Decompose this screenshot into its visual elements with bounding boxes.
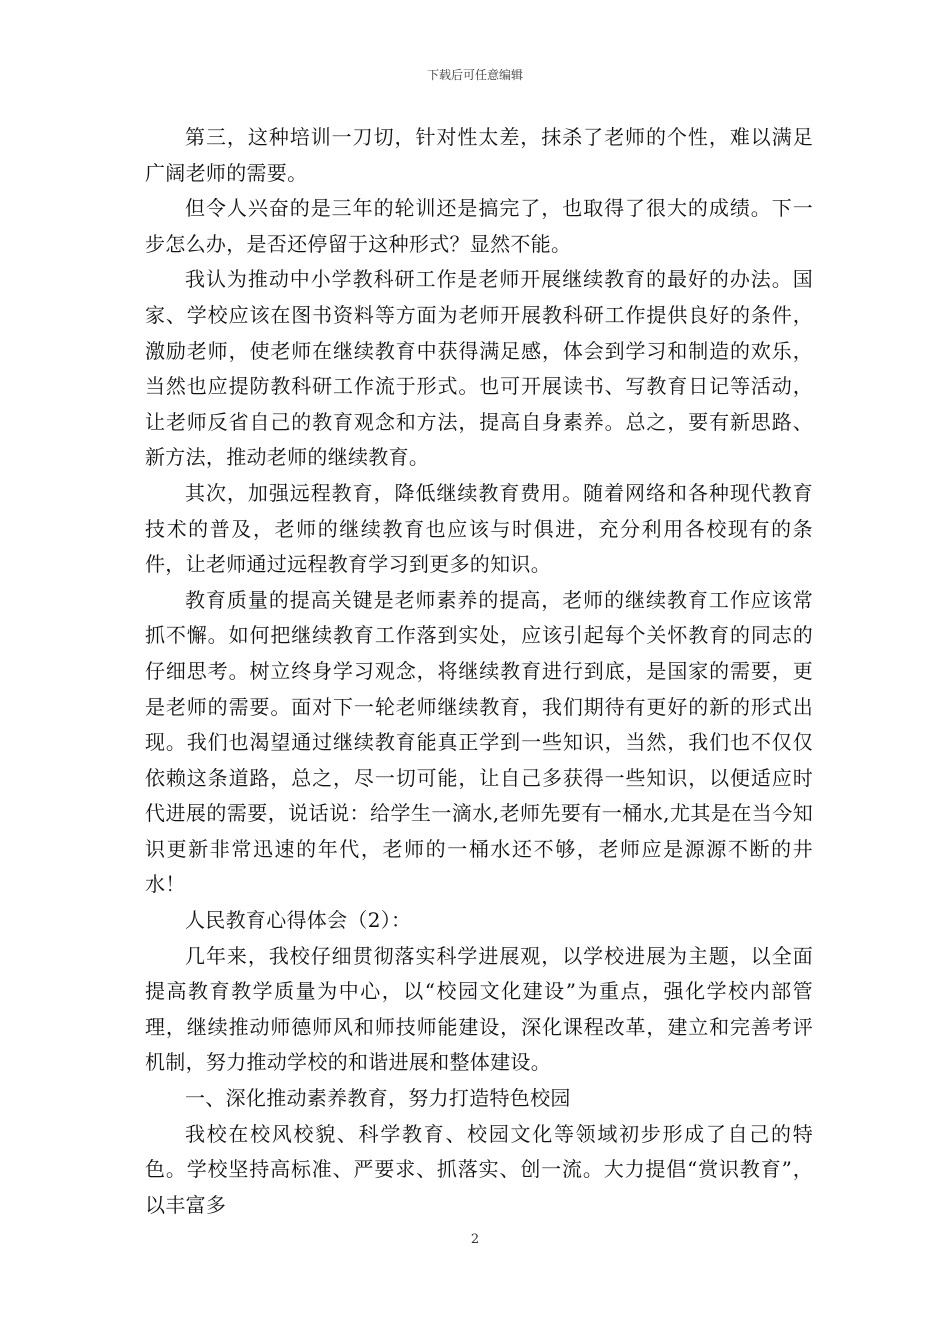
section-heading: 人民教育心得体会（2）： bbox=[185, 908, 412, 933]
document-body bbox=[145, 120, 813, 1223]
paragraph: 但令人兴奋的是三年的轮训还是搞完了，也取得了很大的成绩。下一步怎么办，是否还停留于这种形式？显然不能。 bbox=[145, 196, 813, 256]
paragraph: 几年来，我校仔细贯彻落实科学进展观，以学校进展为主题，以全面提高教育教学质量为中心，以“校园文化建设”为重点，强化学校内部管理，继续推动师德师风和师技师能建设，深化课程改革，建立和完善考评机制，努力推动学校的和谐进展和整体建设。 bbox=[145, 943, 813, 1075]
page-header-note: 下载后可任意编辑 bbox=[426, 68, 523, 82]
paragraph: 其次，加强远程教育，降低继续教育费用。随着网络和各种现代教育技术的普及，老师的继续教育也应该与时俱进，充分利用各校现有的条件，让老师通过远程教育学习到更多的知识。 bbox=[145, 480, 813, 577]
page-number: 2 bbox=[470, 1232, 480, 1247]
paragraph: 第三，这种培训一刀切，针对性太差，抹杀了老师的个性，难以满足广阔老师的需要。 bbox=[145, 125, 813, 185]
paragraph: 教育质量的提高关键是老师素养的提高，老师的继续教育工作应该常抓不懈。如何把继续教育工作落到实处，应该引起每个关怀教育的同志的仔细思考。树立终身学习观念，将继续教育进行到底，是国家的需要，更是老师的需要。面对下一轮老师继续教育，我们期待有更好的新的形式出现。我们也渴望通过继续教育能真正学到一些知识，当然，我们也不仅仅依赖这条道路，总之，尽一切可能，让自己多获得一些知识，以便适应时代进展的需要，说话说：给学生一滴水,老师先要有一桶水,尤其是在当今知识更新非常迅速的年代，老师的一桶水还不够，老师应是源源不断的井水！ bbox=[145, 587, 813, 897]
paragraph: 我认为推动中小学教科研工作是老师开展继续教育的最好的办法。国家、学校应该在图书资料等方面为老师开展教科研工作提供良好的条件，激励老师，使老师在继续教育中获得满足感，体会到学习和制造的欢乐，当然也应提防教科研工作流于形式。也可开展读书、写教育日记等活动，让老师反省自己的教育观念和方法，提高自身素养。总之，要有新思路、新方法，推动老师的继续教育。 bbox=[145, 267, 813, 470]
paragraph: 我校在校风校貌、科学教育、校园文化等领域初步形成了自己的特色。学校坚持高标准、严要求、抓落实、创一流。大力提倡“赏识教育”，以丰富多 bbox=[145, 1121, 813, 1217]
section-heading: 一、深化推动素养教育，努力打造特色校园 bbox=[185, 1086, 571, 1111]
